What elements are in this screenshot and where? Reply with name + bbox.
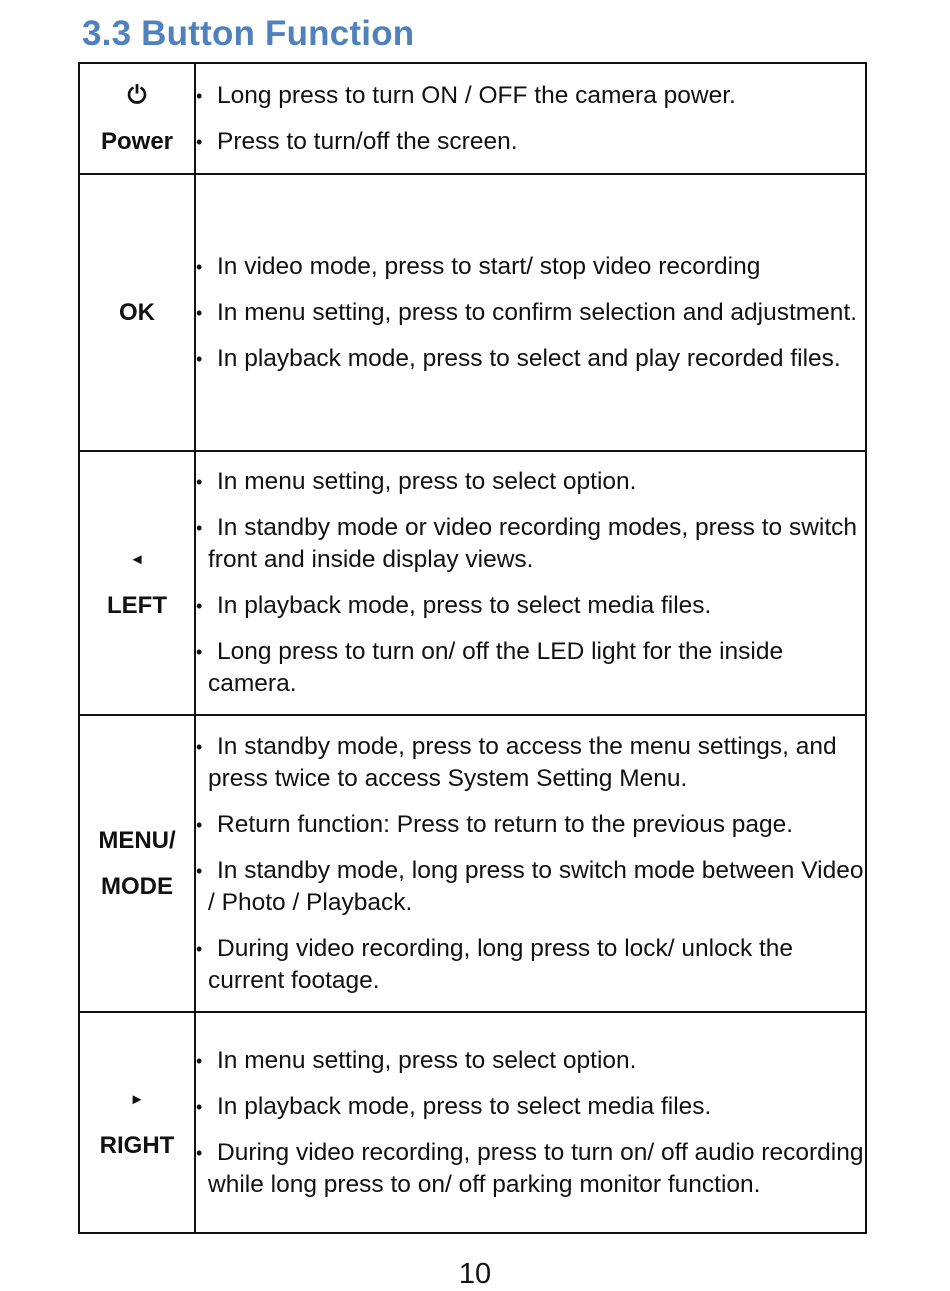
- button-name-cell: [79, 1012, 195, 1233]
- button-description-cell: [195, 174, 866, 451]
- list-item: • In menu setting, press to select option.: [196, 466, 865, 498]
- button-name: OK: [119, 298, 155, 326]
- page-number: 10: [458, 1258, 492, 1290]
- button-description-cell: [195, 451, 866, 715]
- button-description-cell: [195, 63, 866, 174]
- button-name-cell: [79, 715, 195, 1012]
- list-item: • In standby mode, long press to switch mode between Video / Photo / Playback.: [196, 855, 865, 919]
- list-item: • In video mode, press to start/ stop video recording: [196, 251, 865, 283]
- table-row-menu-mode: [79, 715, 866, 1012]
- table-row-ok: [79, 174, 866, 451]
- table-row-right: [79, 1012, 866, 1233]
- button-name: RIGHT: [99, 1131, 175, 1159]
- list-item: • Press to turn/off the screen.: [196, 126, 865, 158]
- list-item: • In standby mode or video recording modes, press to switch front and inside display views.: [196, 512, 865, 576]
- list-item: • In menu setting, press to confirm selection and adjustment.: [196, 297, 865, 329]
- list-item: • During video recording, long press to lock/ unlock the current footage.: [196, 933, 865, 997]
- section-title: 3.3 Button Function: [82, 14, 415, 53]
- button-description-cell: [195, 715, 866, 1012]
- list-item: • During video recording, press to turn on/ off audio recording while long press to on/ off parking monitor function.: [196, 1137, 865, 1201]
- button-name-line-1: MENU/: [98, 826, 176, 854]
- button-description-cell: [195, 1012, 866, 1233]
- table-row-power: [79, 63, 866, 174]
- arrow-right-icon: ►: [129, 1090, 145, 1108]
- list-item: • Long press to turn on/ off the LED light for the inside camera.: [196, 636, 865, 700]
- button-name-cell: [79, 63, 195, 174]
- list-item: • Return function: Press to return to the previous page.: [196, 809, 865, 841]
- list-item: • In standby mode, press to access the menu settings, and press twice to access System Setting Menu.: [196, 731, 865, 795]
- power-icon: ⏻: [127, 81, 147, 109]
- list-item: • In menu setting, press to select option.: [196, 1045, 865, 1077]
- button-function-table: [78, 62, 867, 1234]
- list-item: • In playback mode, press to select media files.: [196, 1091, 865, 1123]
- button-name: Power: [100, 127, 174, 155]
- button-name-cell: [79, 174, 195, 451]
- button-name: LEFT: [107, 592, 167, 619]
- arrow-left-icon: ◄: [129, 551, 145, 568]
- list-item: • Long press to turn ON / OFF the camera power.: [196, 80, 865, 112]
- list-item: • In playback mode, press to select and play recorded files.: [196, 343, 865, 375]
- table-row-left: [79, 451, 866, 715]
- button-name-cell: [79, 451, 195, 715]
- list-item: • In playback mode, press to select media files.: [196, 590, 865, 622]
- button-name-line-2: MODE: [101, 872, 173, 900]
